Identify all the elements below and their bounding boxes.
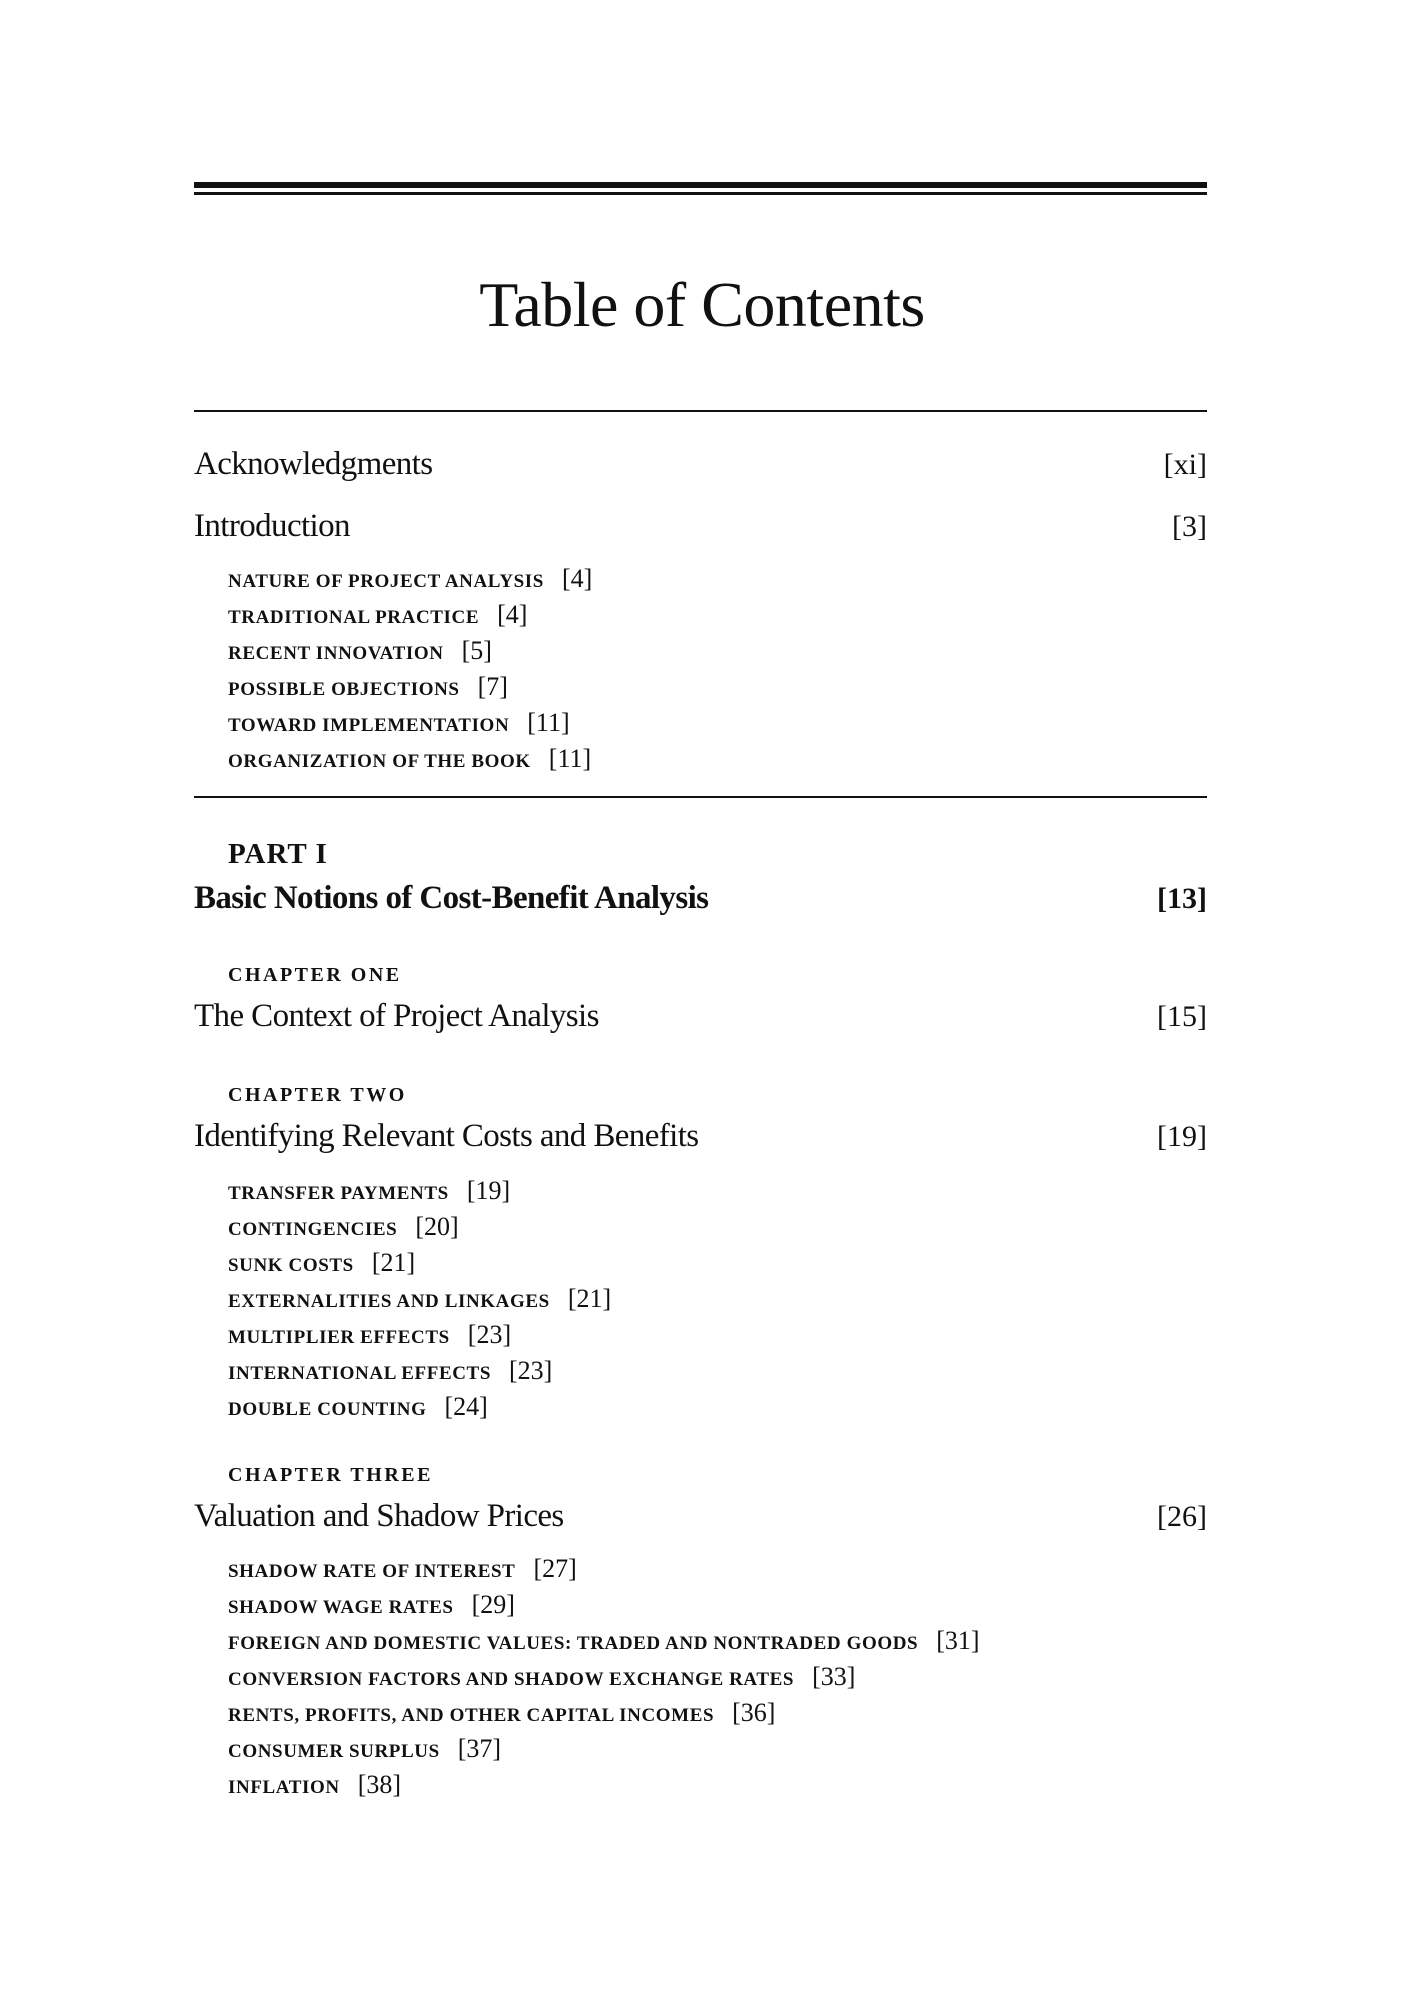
toc-section[interactable]: RENTS, PROFITS, AND OTHER CAPITAL INCOMES [36] <box>228 1698 776 1727</box>
entry-page: [13] <box>1157 882 1207 915</box>
toc-section[interactable]: INTERNATIONAL EFFECTS [23] <box>228 1356 553 1385</box>
toc-entry-introduction[interactable] <box>194 508 1207 545</box>
toc-section[interactable]: TRADITIONAL PRACTICE [4] <box>228 600 528 629</box>
toc-section[interactable]: RECENT INNOVATION [5] <box>228 636 492 665</box>
top-rule-thin <box>194 192 1207 195</box>
entry-title: Basic Notions of Cost-Benefit Analysis <box>194 880 709 916</box>
entry-title: Identifying Relevant Costs and Benefits <box>194 1118 699 1154</box>
entry-page: [15] <box>1157 1000 1207 1033</box>
chapter-label: CHAPTER THREE <box>228 1464 433 1486</box>
toc-section[interactable]: MULTIPLIER EFFECTS [23] <box>228 1320 512 1349</box>
divider-2 <box>194 796 1207 798</box>
toc-section[interactable]: FOREIGN AND DOMESTIC VALUES: TRADED AND NONTRADED GOODS [31] <box>228 1626 980 1655</box>
toc-section[interactable]: TRANSFER PAYMENTS [19] <box>228 1176 511 1205</box>
entry-page: [xi] <box>1163 448 1207 481</box>
entry-page: [19] <box>1157 1120 1207 1153</box>
divider-1 <box>194 410 1207 412</box>
toc-section[interactable]: SHADOW WAGE RATES [29] <box>228 1590 515 1619</box>
top-rule-thick <box>194 182 1207 188</box>
toc-section[interactable]: INFLATION [38] <box>228 1770 402 1799</box>
chapter-label: CHAPTER ONE <box>228 964 402 986</box>
toc-entry-part-1[interactable] <box>194 880 1207 917</box>
toc-entry-chapter-1[interactable] <box>194 998 1207 1035</box>
toc-section[interactable]: CONTINGENCIES [20] <box>228 1212 459 1241</box>
toc-section[interactable]: EXTERNALITIES AND LINKAGES [21] <box>228 1284 612 1313</box>
entry-title: The Context of Project Analysis <box>194 998 599 1034</box>
chapter-label: CHAPTER TWO <box>228 1084 407 1106</box>
toc-section[interactable]: SUNK COSTS [21] <box>228 1248 416 1277</box>
entry-title: Introduction <box>194 508 350 544</box>
toc-section[interactable]: SHADOW RATE OF INTEREST [27] <box>228 1554 577 1583</box>
entry-page: [26] <box>1157 1500 1207 1533</box>
part-label: PART I <box>228 838 328 870</box>
entry-page: [3] <box>1172 510 1207 543</box>
toc-entry-chapter-3[interactable] <box>194 1498 1207 1535</box>
toc-section[interactable]: NATURE OF PROJECT ANALYSIS [4] <box>228 564 593 593</box>
toc-entry-acknowledgments[interactable] <box>194 446 1207 483</box>
toc-entry-chapter-2[interactable] <box>194 1118 1207 1155</box>
page-title: Table of Contents <box>479 269 925 340</box>
entry-title: Acknowledgments <box>194 446 433 482</box>
toc-section[interactable]: CONVERSION FACTORS AND SHADOW EXCHANGE RATES [33] <box>228 1662 856 1691</box>
toc-section[interactable]: POSSIBLE OBJECTIONS [7] <box>228 672 508 701</box>
toc-section[interactable]: CONSUMER SURPLUS [37] <box>228 1734 502 1763</box>
toc-section[interactable]: DOUBLE COUNTING [24] <box>228 1392 488 1421</box>
toc-section[interactable]: TOWARD IMPLEMENTATION [11] <box>228 708 570 737</box>
toc-section[interactable]: ORGANIZATION OF THE BOOK [11] <box>228 744 592 773</box>
entry-title: Valuation and Shadow Prices <box>194 1498 564 1534</box>
